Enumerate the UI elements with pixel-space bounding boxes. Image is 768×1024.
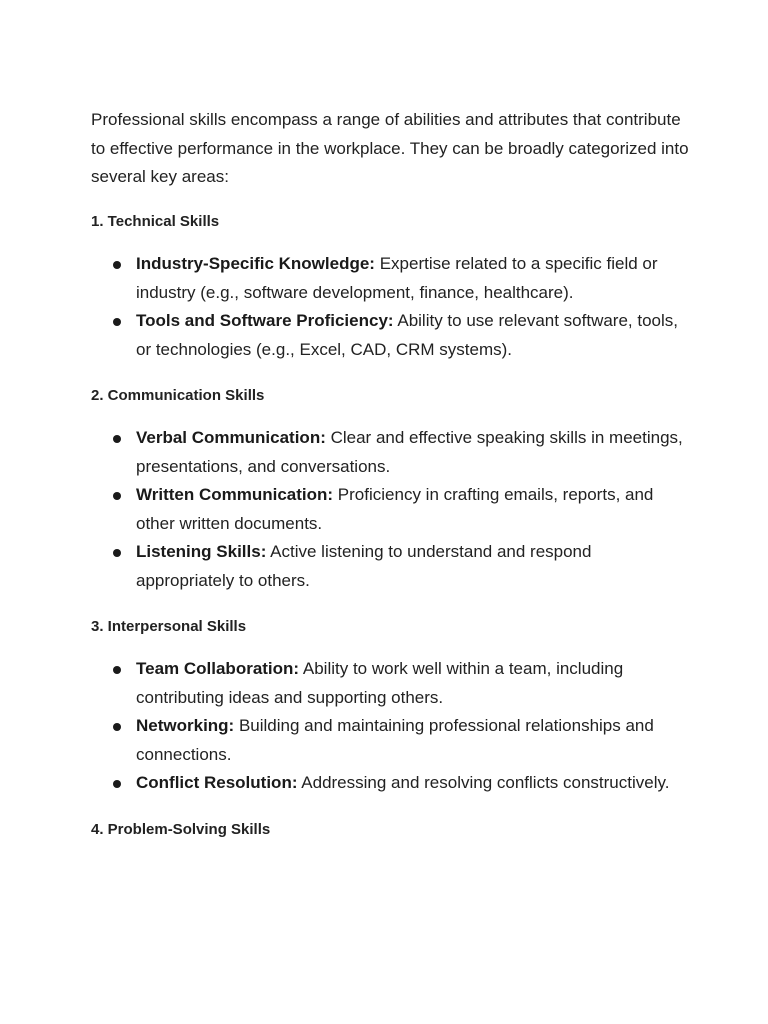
- document-page: [91, 106, 691, 840]
- list-item: [91, 655, 691, 712]
- list-item-term: Verbal Communication:: [136, 428, 326, 448]
- list-item-description: Proficiency in crafting emails, reports, and other written documents.: [136, 485, 654, 533]
- list-item-term: Team Collaboration:: [136, 659, 300, 679]
- bullet-icon: [113, 435, 121, 443]
- list-item-term: Networking:: [136, 716, 235, 736]
- list-item-term: Tools and Software Proficiency:: [136, 311, 394, 331]
- bullet-icon: [113, 549, 121, 557]
- bullet-icon: [113, 723, 121, 731]
- list-item: [91, 538, 691, 595]
- bullet-icon: [113, 780, 121, 788]
- interpersonal-skills-list: [91, 655, 691, 798]
- list-item-description: Ability to work well within a team, including contributing ideas and supporting others.: [136, 659, 624, 707]
- list-item: [91, 307, 691, 364]
- list-item-description: Clear and effective speaking skills in meetings, presentations, and conversations.: [136, 428, 683, 476]
- bullet-icon: [113, 261, 121, 269]
- bullet-icon: [113, 492, 121, 500]
- section-heading-communication-skills: 2. Communication Skills: [91, 387, 265, 405]
- technical-skills-list: [91, 250, 691, 364]
- communication-skills-list: [91, 424, 691, 595]
- list-item-term: Industry-Specific Knowledge:: [136, 254, 375, 274]
- list-item-description: Expertise related to a specific field or industry (e.g., software development, finance, healthcare).: [136, 254, 658, 302]
- section-heading-problem-solving-skills: 4. Problem-Solving Skills: [91, 820, 271, 838]
- section-heading-technical-skills: 1. Technical Skills: [91, 213, 220, 231]
- bullet-icon: [113, 666, 121, 674]
- list-item-description: Addressing and resolving conflicts constructively.: [297, 773, 670, 793]
- list-item-description: Active listening to understand and respond appropriately to others.: [136, 542, 592, 590]
- list-item-term: Written Communication:: [136, 485, 334, 505]
- list-item: [91, 481, 691, 538]
- list-item-term: Conflict Resolution:: [136, 773, 298, 793]
- list-item: [91, 712, 691, 769]
- list-item: [91, 769, 691, 798]
- bullet-icon: [113, 318, 121, 326]
- list-item: [91, 250, 691, 307]
- list-item: [91, 424, 691, 481]
- list-item-description: Building and maintaining professional relationships and connections.: [136, 716, 654, 764]
- list-item-description: Ability to use relevant software, tools, or technologies (e.g., Excel, CAD, CRM systems).: [136, 311, 678, 359]
- list-item-term: Listening Skills:: [136, 542, 267, 562]
- section-heading-interpersonal-skills: 3. Interpersonal Skills: [91, 618, 247, 636]
- intro-paragraph: Professional skills encompass a range of abilities and attributes that contribute to effective performance in the workplace. They can be broadly categorized into several key areas:: [91, 110, 689, 187]
